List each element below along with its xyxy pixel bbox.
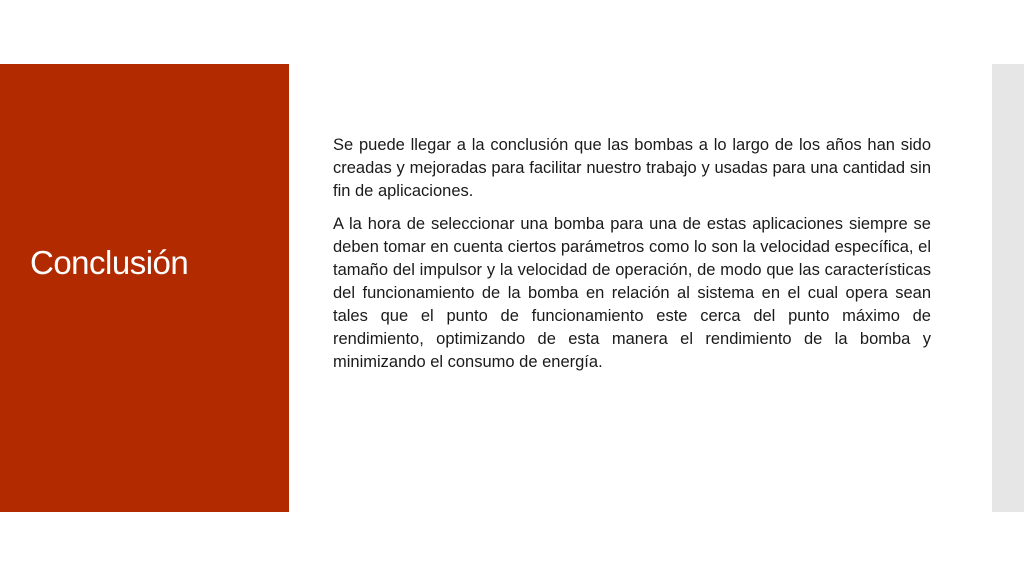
- paragraph-1: Se puede llegar a la conclusión que las bombas a lo largo de los años han sido creadas y mejoradas para facilitar nuestro trabajo y usadas para una cantidad sin fin de aplicaciones.: [333, 136, 931, 200]
- title-panel: [0, 64, 289, 512]
- slide-title: Conclusión: [30, 244, 189, 281]
- paragraph-2: A la hora de seleccionar una bomba para una de estas aplicaciones siempre se deben tomar en cuenta ciertos parámetros como lo son la velocidad específica, el tamaño del impulsor y la velocidad de operación, de modo que las características del funcionamiento de la bomba en relación al sistema en el cual opera sean tales que el punto de funcionamiento este cerca del punto máximo de rendimiento, optimizando de esta manera el rendimiento de la bomba y minimizando el consumo de energía.: [333, 215, 931, 371]
- slide-body: [333, 134, 931, 384]
- side-bar: [992, 64, 1024, 512]
